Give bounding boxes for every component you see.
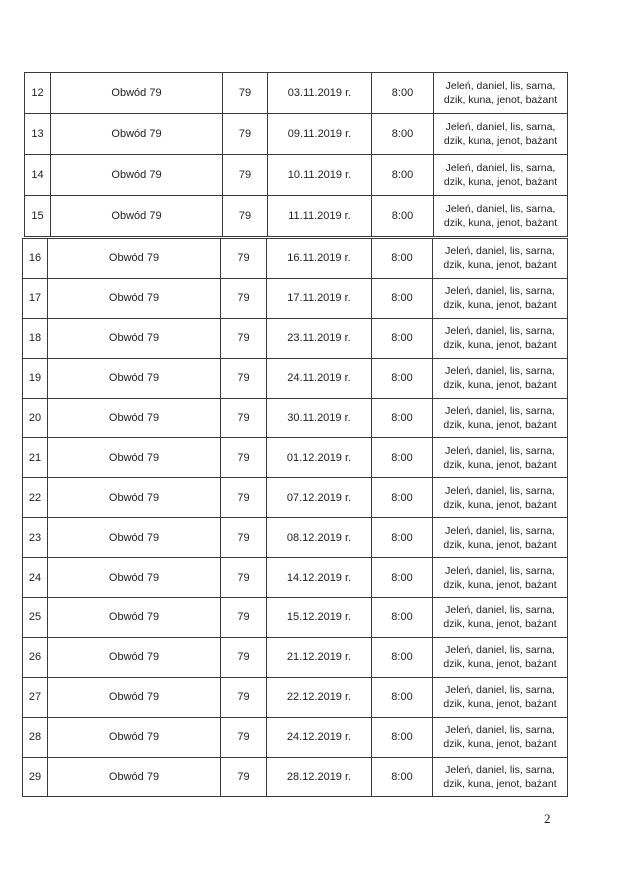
table-row [25,114,568,155]
hunting-area-cell: Obwód 79 [48,278,221,318]
game-species-cell [433,558,568,598]
table-row [23,637,568,677]
game-species-line-2: dzik, kuna, jenot, bażant [443,339,557,352]
game-species-line-2: dzik, kuna, jenot, bażant [443,778,557,791]
game-species-cell [433,478,568,518]
area-code-cell: 79 [221,438,267,478]
game-species-line-1: Jeleń, daniel, lis, sarna, [445,604,555,617]
game-species-line-1: Jeleń, daniel, lis, sarna, [445,684,555,697]
date-cell: 01.12.2019 r. [267,438,372,478]
row-number-cell: 17 [23,278,48,318]
game-species-cell [433,757,568,797]
game-species-line-2: dzik, kuna, jenot, bażant [443,578,557,591]
hunting-area-cell: Obwód 79 [48,717,221,757]
game-species-cell [433,518,568,558]
row-number-cell: 21 [23,438,48,478]
game-species-line-1: Jeleń, daniel, lis, sarna, [445,365,555,378]
game-species-cell [433,598,568,638]
time-cell: 8:00 [372,518,433,558]
area-code-cell: 79 [221,637,267,677]
time-cell: 8:00 [372,398,433,438]
hunting-area-cell: Obwód 79 [48,558,221,598]
game-species-line-1: Jeleń, daniel, lis, sarna, [445,444,555,457]
row-number-cell: 16 [23,239,48,279]
area-code-cell: 79 [221,677,267,717]
area-code-cell: 79 [221,757,267,797]
date-cell: 09.11.2019 r. [268,114,372,155]
time-cell: 8:00 [372,278,433,318]
game-species-line-1: Jeleń, daniel, lis, sarna, [445,644,555,657]
date-cell: 17.11.2019 r. [267,278,372,318]
game-species-line-1: Jeleń, daniel, lis, sarna, [445,285,555,298]
row-number-cell: 29 [23,757,48,797]
game-species-line-2: dzik, kuna, jenot, bażant [443,217,558,229]
game-species-cell [433,717,568,757]
row-number-cell: 22 [23,478,48,518]
game-species-line-2: dzik, kuna, jenot, bażant [443,458,557,471]
row-number-cell: 28 [23,717,48,757]
table-row [23,398,568,438]
time-cell: 8:00 [372,598,433,638]
date-cell: 28.12.2019 r. [267,757,372,797]
table-row [23,518,568,558]
table-row [23,278,568,318]
time-cell: 8:00 [372,558,433,598]
area-code-cell: 79 [221,278,267,318]
game-species-line-1: Jeleń, daniel, lis, sarna, [445,764,555,777]
row-number-cell: 20 [23,398,48,438]
time-cell: 8:00 [372,358,433,398]
area-code-cell: 79 [221,478,267,518]
table-row [23,318,568,358]
table-row [25,196,568,237]
hunting-area-cell: Obwód 79 [51,196,223,237]
area-code-cell: 79 [221,717,267,757]
area-code-cell: 79 [223,196,268,237]
game-species-line-2: dzik, kuna, jenot, bażant [443,538,557,551]
area-code-cell: 79 [223,155,268,196]
hunting-area-cell: Obwód 79 [48,478,221,518]
time-cell: 8:00 [372,73,434,114]
game-species-cell [433,239,568,279]
table-row [23,478,568,518]
date-cell: 21.12.2019 r. [267,637,372,677]
game-species-line-1: Jeleń, daniel, lis, sarna, [445,524,555,537]
date-cell: 22.12.2019 r. [267,677,372,717]
date-cell: 24.12.2019 r. [267,717,372,757]
table-row [23,239,568,279]
table-row [23,558,568,598]
game-species-cell [433,358,568,398]
game-species-cell [433,677,568,717]
row-number-cell: 18 [23,318,48,358]
game-species-line-2: dzik, kuna, jenot, bażant [443,658,557,671]
row-number-cell: 23 [23,518,48,558]
game-species-line-2: dzik, kuna, jenot, bażant [443,94,558,106]
game-species-cell [433,438,568,478]
row-number-cell: 19 [23,358,48,398]
hunting-area-cell: Obwód 79 [51,114,223,155]
hunting-area-cell: Obwód 79 [48,358,221,398]
game-species-cell [434,73,568,114]
game-species-cell [433,318,568,358]
game-species-line-1: Jeleń, daniel, lis, sarna, [445,325,555,338]
game-species-line-1: Jeleń, daniel, lis, sarna, [445,405,555,417]
area-code-cell: 79 [221,318,267,358]
game-species-line-1: Jeleń, daniel, lis, sarna, [445,121,556,133]
date-cell: 03.11.2019 r. [268,73,372,114]
time-cell: 8:00 [372,757,433,797]
area-code-cell: 79 [221,398,267,438]
game-species-line-1: Jeleń, daniel, lis, sarna, [445,245,555,258]
area-code-cell: 79 [223,73,268,114]
table-row [23,598,568,638]
area-code-cell: 79 [221,518,267,558]
time-cell: 8:00 [372,114,434,155]
game-species-line-2: dzik, kuna, jenot, bażant [443,259,557,272]
date-cell: 24.11.2019 r. [267,358,372,398]
game-species-line-2: dzik, kuna, jenot, bażant [443,176,558,188]
time-cell: 8:00 [372,637,433,677]
date-cell: 15.12.2019 r. [267,598,372,638]
date-cell: 11.11.2019 r. [268,196,372,237]
time-cell: 8:00 [372,318,433,358]
game-species-line-2: dzik, kuna, jenot, bażant [443,698,557,711]
time-cell: 8:00 [372,677,433,717]
table-row [25,155,568,196]
hunt-schedule-table-bottom [22,238,568,797]
area-code-cell: 79 [221,239,267,279]
game-species-cell [434,155,568,196]
page-number: 2 [544,811,551,826]
date-cell: 30.11.2019 r. [267,398,372,438]
time-cell: 8:00 [372,478,433,518]
time-cell: 8:00 [372,717,433,757]
game-species-line-2: dzik, kuna, jenot, bażant [443,379,557,392]
game-species-line-2: dzik, kuna, jenot, bażant [443,135,558,147]
hunting-area-cell: Obwód 79 [51,73,223,114]
game-species-line-2: dzik, kuna, jenot, bażant [443,498,557,511]
date-cell: 23.11.2019 r. [267,318,372,358]
date-cell: 16.11.2019 r. [267,239,372,279]
time-cell: 8:00 [372,438,433,478]
row-number-cell: 27 [23,677,48,717]
time-cell: 8:00 [372,239,433,279]
area-code-cell: 79 [221,598,267,638]
hunting-area-cell: Obwód 79 [48,677,221,717]
game-species-line-2: dzik, kuna, jenot, bażant [443,419,557,431]
game-species-line-1: Jeleń, daniel, lis, sarna, [445,564,555,577]
game-species-line-1: Jeleń, daniel, lis, sarna, [445,80,556,92]
game-species-cell [434,196,568,237]
area-code-cell: 79 [223,114,268,155]
time-cell: 8:00 [372,155,434,196]
hunting-area-cell: Obwód 79 [48,398,221,438]
game-species-cell [434,114,568,155]
date-cell: 07.12.2019 r. [267,478,372,518]
table-row [23,717,568,757]
game-species-cell [433,637,568,677]
date-cell: 10.11.2019 r. [268,155,372,196]
row-number-cell: 26 [23,637,48,677]
row-number-cell: 25 [23,598,48,638]
hunting-area-cell: Obwód 79 [48,518,221,558]
hunting-area-cell: Obwód 79 [48,757,221,797]
hunting-area-cell: Obwód 79 [48,637,221,677]
game-species-cell [433,398,568,438]
row-number-cell: 15 [25,196,51,237]
area-code-cell: 79 [221,558,267,598]
game-species-line-1: Jeleń, daniel, lis, sarna, [445,484,555,497]
hunting-area-cell: Obwód 79 [48,598,221,638]
game-species-line-1: Jeleń, daniel, lis, sarna, [445,162,556,174]
hunting-area-cell: Obwód 79 [51,155,223,196]
hunting-area-cell: Obwód 79 [48,318,221,358]
game-species-cell [433,278,568,318]
game-species-line-2: dzik, kuna, jenot, bażant [443,738,557,751]
row-number-cell: 24 [23,558,48,598]
game-species-line-2: dzik, kuna, jenot, bażant [443,299,557,312]
row-number-cell: 13 [25,114,51,155]
table-row [23,757,568,797]
game-species-line-1: Jeleń, daniel, lis, sarna, [445,724,555,737]
row-number-cell: 14 [25,155,51,196]
hunting-area-cell: Obwód 79 [48,438,221,478]
time-cell: 8:00 [372,196,434,237]
game-species-line-2: dzik, kuna, jenot, bażant [443,618,557,631]
game-species-line-1: Jeleń, daniel, lis, sarna, [445,203,556,215]
area-code-cell: 79 [221,358,267,398]
hunting-area-cell: Obwód 79 [48,239,221,279]
table-row [23,438,568,478]
hunt-schedule-table-top [24,72,568,237]
table-row [23,677,568,717]
date-cell: 08.12.2019 r. [267,518,372,558]
table-row [23,358,568,398]
row-number-cell: 12 [25,73,51,114]
date-cell: 14.12.2019 r. [267,558,372,598]
table-row [25,73,568,114]
